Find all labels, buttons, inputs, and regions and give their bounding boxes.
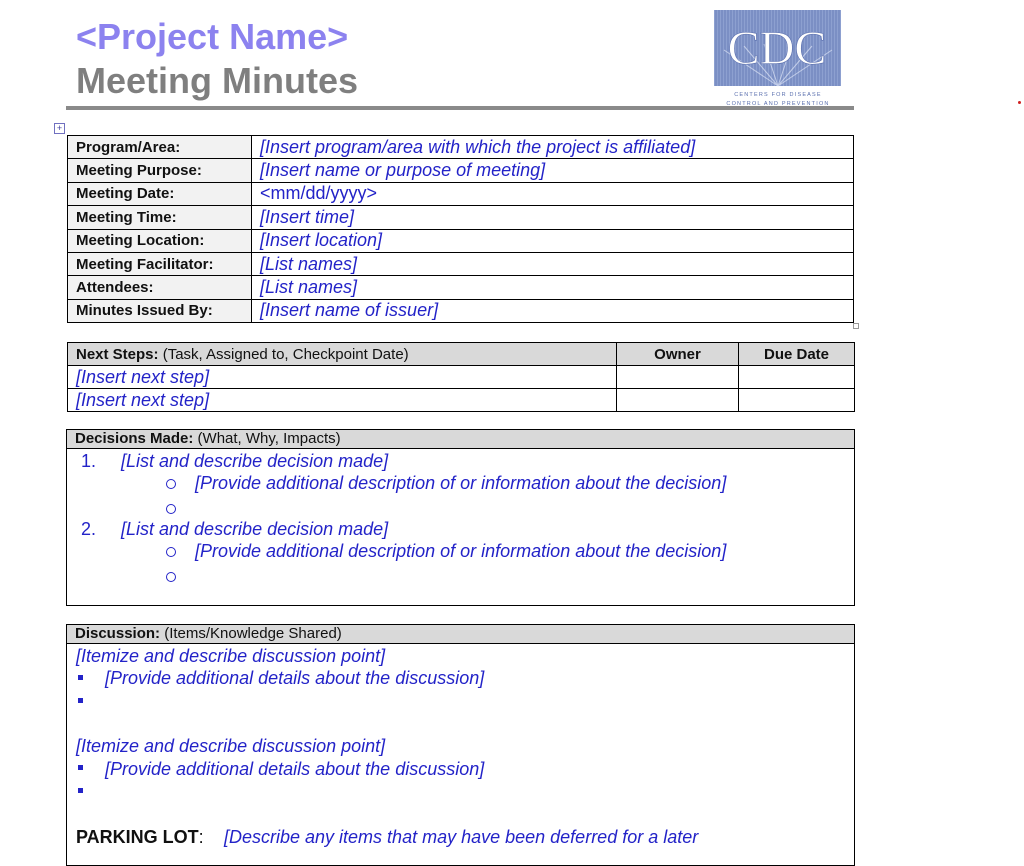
parking-lot-text[interactable]: [Describe any items that may have been deferred for a later <box>224 827 699 847</box>
parking-lot-label-text: PARKING LOT <box>76 827 199 847</box>
table-row <box>68 229 854 252</box>
square-bullet-icon <box>78 675 83 680</box>
meeting-facilitator-value[interactable]: [List names] <box>252 252 854 275</box>
attendees-value[interactable]: [List names] <box>252 276 854 299</box>
discussion-section <box>66 624 855 866</box>
meeting-date-label: Meeting Date: <box>68 182 252 205</box>
table-row <box>68 366 855 389</box>
decisions-header-bold: Decisions Made: <box>75 430 194 447</box>
next-steps-table <box>67 342 855 412</box>
decisions-header <box>67 430 854 449</box>
discussion-header-rest: (Items/Knowledge Shared) <box>160 625 342 642</box>
logo-tagline-1: CENTERS FOR DISEASE <box>734 92 822 98</box>
sub-bullet-icon <box>166 547 176 557</box>
table-row <box>68 252 854 275</box>
table-resize-handle[interactable] <box>853 323 859 329</box>
table-row <box>68 159 854 182</box>
meeting-purpose-label: Meeting Purpose: <box>68 159 252 182</box>
due-date-header: Due Date <box>739 343 855 366</box>
meeting-location-value[interactable]: [Insert location] <box>252 229 854 252</box>
decision-detail[interactable]: [Provide additional description of or information about the decision] <box>195 473 727 493</box>
owner-cell[interactable] <box>617 366 739 389</box>
decision-number: 2. <box>81 519 97 539</box>
next-steps-header-bold: Next Steps: <box>76 345 159 363</box>
table-row <box>68 276 854 299</box>
attendees-label: Attendees: <box>68 276 252 299</box>
program-area-value[interactable]: [Insert program/area with which the project is affiliated] <box>252 136 854 159</box>
minutes-issued-by-label: Minutes Issued By: <box>68 299 252 322</box>
parking-lot-label <box>76 827 204 848</box>
meeting-time-value[interactable]: [Insert time] <box>252 206 854 229</box>
decision-text[interactable]: [List and describe decision made] <box>121 451 389 471</box>
discussion-header <box>67 625 854 644</box>
discussion-detail[interactable]: [Provide additional details about the discussion] <box>105 759 485 779</box>
square-bullet-icon <box>78 788 83 793</box>
due-date-cell[interactable] <box>739 366 855 389</box>
discussion-header-bold: Discussion: <box>75 625 161 642</box>
cdc-logo <box>714 10 842 108</box>
next-steps-header <box>68 343 617 366</box>
decisions-header-rest: (What, Why, Impacts) <box>193 430 341 447</box>
owner-cell[interactable] <box>617 389 739 412</box>
sub-bullet-icon <box>166 504 176 514</box>
discussion-point[interactable]: [Itemize and describe discussion point] <box>76 646 386 666</box>
next-step-cell[interactable]: [Insert next step] <box>68 366 617 389</box>
next-step-cell[interactable]: [Insert next step] <box>68 389 617 412</box>
table-row <box>68 136 854 159</box>
table-row <box>68 299 854 322</box>
meeting-info-table <box>67 135 854 323</box>
meeting-time-label: Meeting Time: <box>68 206 252 229</box>
project-name-title: <Project Name> <box>76 16 349 57</box>
table-move-handle[interactable]: + <box>54 123 65 134</box>
meeting-date-value[interactable]: <mm/dd/yyyy> <box>252 182 854 205</box>
next-steps-header-rest: (Task, Assigned to, Checkpoint Date) <box>158 345 409 363</box>
due-date-cell[interactable] <box>739 389 855 412</box>
discussion-detail[interactable]: [Provide additional details about the discussion] <box>105 668 485 688</box>
table-row <box>68 182 854 205</box>
table-row <box>68 206 854 229</box>
square-bullet-icon <box>78 765 83 770</box>
owner-header: Owner <box>617 343 739 366</box>
minutes-issued-by-value[interactable]: [Insert name of issuer] <box>252 299 854 322</box>
meeting-purpose-value[interactable]: [Insert name or purpose of meeting] <box>252 159 854 182</box>
square-bullet-icon <box>78 698 83 703</box>
logo-tagline-2: CONTROL AND PREVENTION <box>726 101 830 107</box>
logo-text: CDC <box>727 22 827 75</box>
table-row <box>68 389 855 412</box>
decisions-section <box>66 429 855 606</box>
decision-text[interactable]: [List and describe decision made] <box>121 519 389 539</box>
table-header-row <box>68 343 855 366</box>
meeting-location-label: Meeting Location: <box>68 229 252 252</box>
parking-lot-colon: : <box>198 827 204 847</box>
decision-number: 1. <box>81 451 97 471</box>
meeting-minutes-title: Meeting Minutes <box>76 60 359 101</box>
program-area-label: Program/Area: <box>68 136 252 159</box>
discussion-point[interactable]: [Itemize and describe discussion point] <box>76 736 386 756</box>
sub-bullet-icon <box>166 479 176 489</box>
margin-mark <box>1018 101 1021 104</box>
decision-detail[interactable]: [Provide additional description of or information about the decision] <box>195 541 727 561</box>
meeting-facilitator-label: Meeting Facilitator: <box>68 252 252 275</box>
sub-bullet-icon <box>166 572 176 582</box>
